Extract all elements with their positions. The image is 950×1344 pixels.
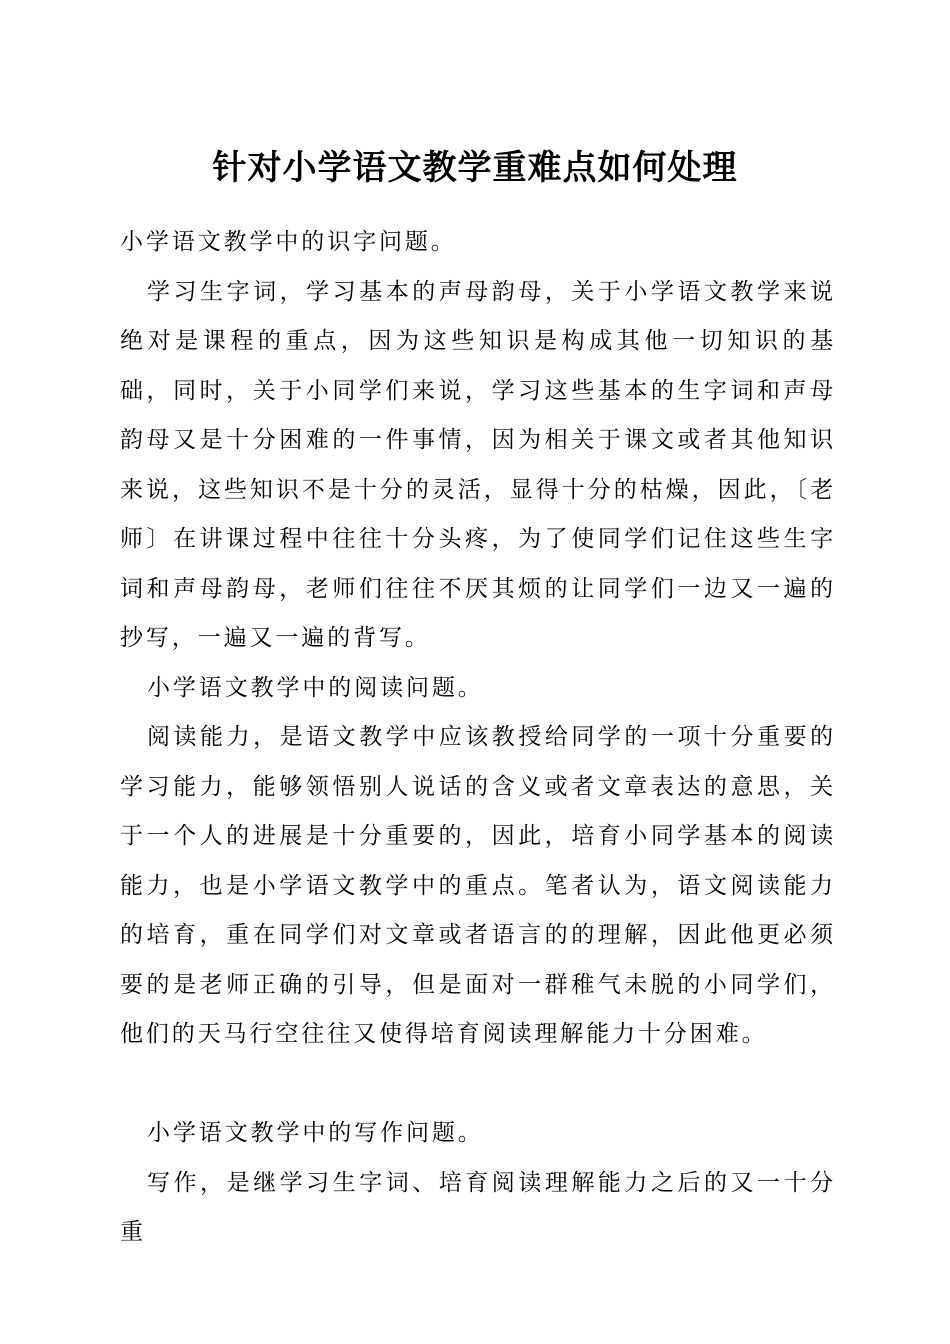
- document-body: [120, 218, 836, 1258]
- section-heading-writing: 小学语文教学中的写作问题。: [147, 1120, 484, 1146]
- paragraph-reading: 阅读能力，是语文教学中应该教授给同学的一项十分重要的学习能力，能够领悟别人说话的含义或者文章表达的意思，关于一个人的进展是十分重要的，因此，培育小同学基本的阅读能力，也是小学语文教学中的重点。笔者认为，语文阅读能力的培育，重在同学们对文章或者语言的的理解，因此他更必须要的是老师正确的引导，但是面对一群稚气未脱的小同学们，他们的天马行空往往又使得培育阅读理解能力十分困难。: [120, 724, 836, 1047]
- section-heading-literacy: 小学语文教学中的识字问题。: [120, 229, 457, 255]
- paragraph-writing: 写作，是继学习生字词、培育阅读理解能力之后的又一十分重: [120, 1169, 836, 1245]
- document-title: 针对小学语文教学重难点如何处理: [212, 148, 738, 188]
- section-heading-reading: 小学语文教学中的阅读问题。: [147, 674, 484, 701]
- paragraph-literacy: 学习生字词，学习基本的声母韵母，关于小学语文教学来说绝对是课程的重点，因为这些知识是构成其他一切知识的基础，同时，关于小同学们来说，学习这些基本的生字词和声母韵母又是十分困难的一件事情，因为相关于课文或者其他知识来说，这些知识不是十分的灵活，显得十分的枯燥，因此，〔老师〕在讲课过程中往往十分头疼，为了使同学们记住这些生字词和声母韵母，老师们往往不厌其烦的让同学们一边又一遍的抄写，一遍又一遍的背写。: [120, 278, 836, 651]
- paragraph-spacer: [120, 1060, 836, 1110]
